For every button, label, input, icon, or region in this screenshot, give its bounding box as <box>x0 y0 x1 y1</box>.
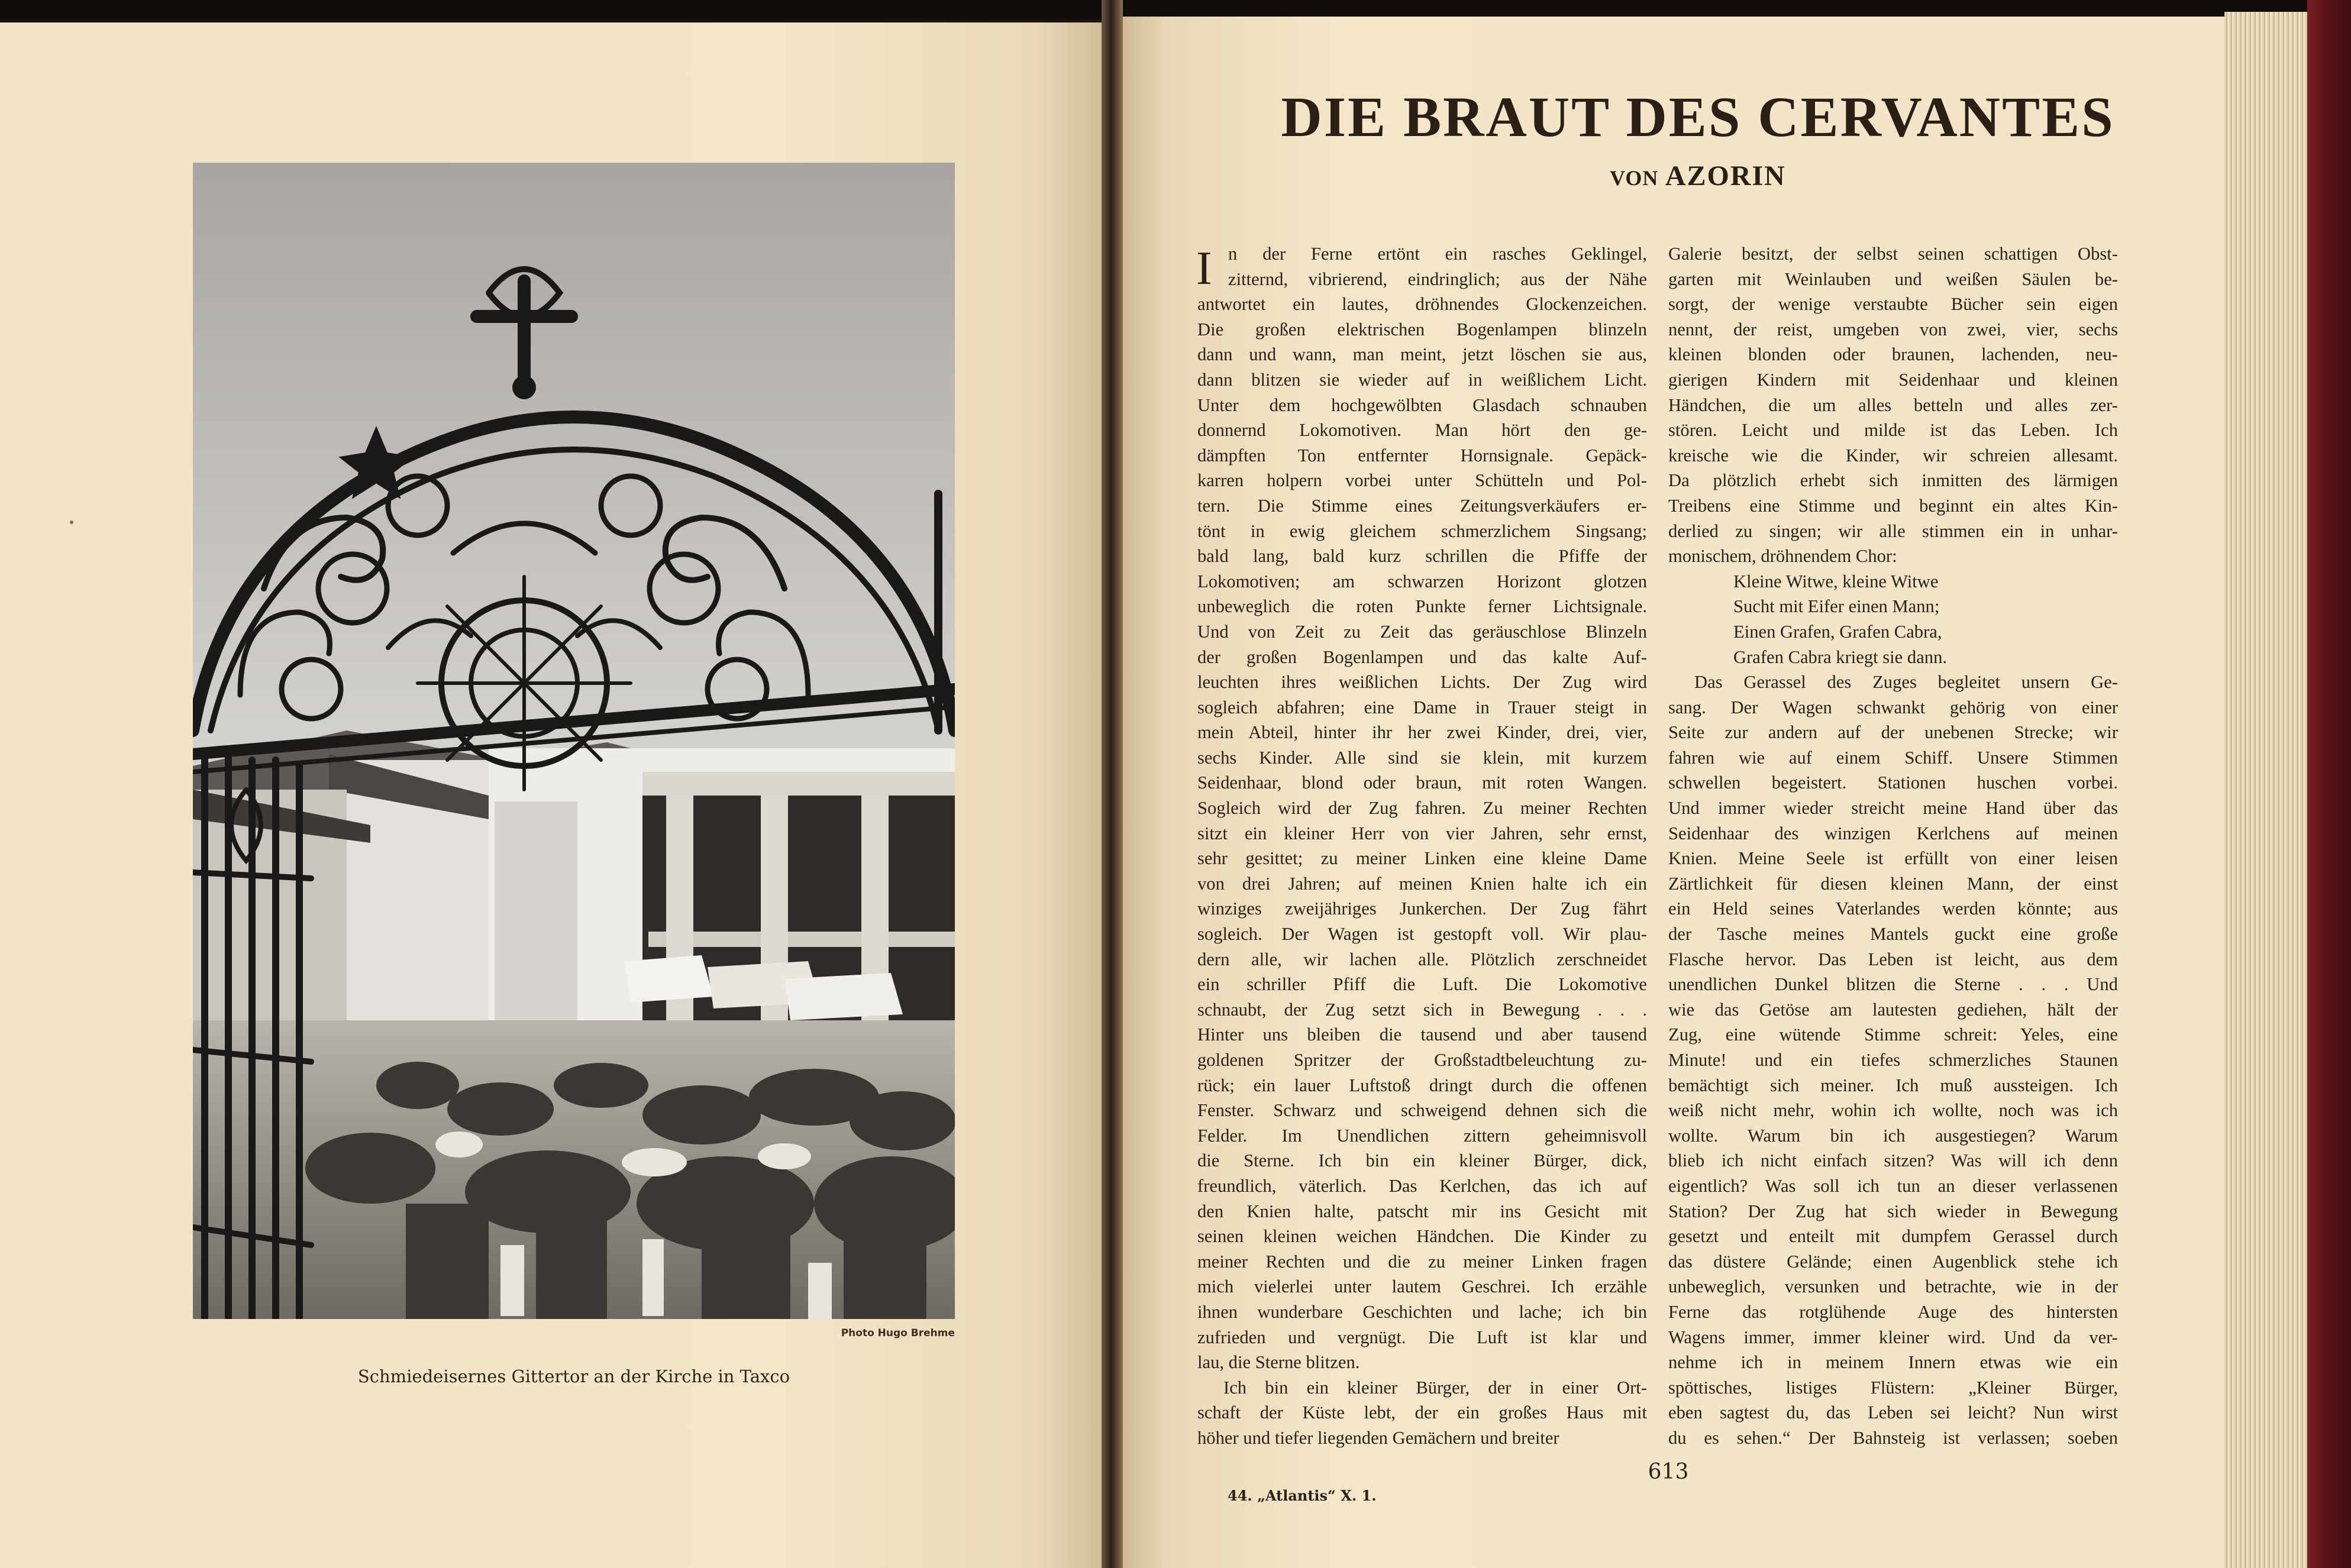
text-line: lau, die Sterne blitzen. <box>1197 1352 1360 1373</box>
text-line: ein schriller Pfiff die Luft. Die Lokomotive <box>1197 974 1647 995</box>
text-line: sogleich abfahren; eine Dame in Trauer steigt in <box>1197 697 1647 717</box>
text-line: winziges zweijähriges Junkerchen. Der Zug fährt <box>1197 898 1647 919</box>
text-line: von drei Jahren; auf meinen Knien halte ich ein <box>1197 873 1647 894</box>
text-line: ihnen wunderbare Geschichten und lache; ich bin <box>1197 1301 1647 1322</box>
text-line: fahren wie auf einem Schiff. Unsere Stimmen <box>1668 747 2118 768</box>
text-line: meiner Rechten und die zu meiner Linken fragen <box>1197 1251 1647 1272</box>
text-line: dern alle, wir lachen alle. Plötzlich zerschneidet <box>1197 949 1647 969</box>
page-number: 613 <box>1648 1460 1689 1484</box>
text-line: tern. Die Stimme eines Zeitungsverkäufers er- <box>1197 495 1647 516</box>
text-line: eben sagtest du, das Leben sei leicht? Nun wirst <box>1668 1402 2118 1423</box>
text-line: garten mit Weinlauben und weißen Säulen be- <box>1668 269 2118 289</box>
book-cover-edge <box>2307 0 2351 1568</box>
text-column-left <box>1197 241 1647 1451</box>
text-line: dämpften Ton entfernter Hornsignale. Gepäck- <box>1197 445 1647 465</box>
text-line: Wagens immer, immer kleiner wird. Und da ver- <box>1668 1327 2118 1347</box>
text-line: Unter dem hochgewölbten Glasdach schnauben <box>1197 395 1647 415</box>
text-column-right <box>1668 241 2118 1451</box>
text-line: Knien. Meine Seele ist erfüllt von einer leisen <box>1668 848 2118 869</box>
paper-speck <box>70 520 73 524</box>
text-line: Und von Zeit zu Zeit das geräuschlose Blinzeln <box>1197 621 1647 642</box>
text-line: stören. Leicht und milde ist das Leben. Ich <box>1668 420 2118 441</box>
text-line: sogleich. Der Wagen ist gestopft voll. Wir plau- <box>1197 924 1647 945</box>
text-line: Seite zur andern auf der unebenen Strecke; wir <box>1668 722 2118 743</box>
text-line: Ich bin ein kleiner Bürger, der in einer Ort- <box>1223 1377 1647 1398</box>
text-line: Die großen elektrischen Bogenlampen blinzeln <box>1197 319 1647 340</box>
text-line: monischem, dröhnendem Chor: <box>1668 546 1897 567</box>
text-line: Zug, eine wütende Stimme schreit: Yeles, eine <box>1668 1024 2118 1045</box>
text-line: dann blitzen sie wieder auf in weißlichem Licht. <box>1197 369 1647 390</box>
text-line: höher und tiefer liegenden Gemächern und breiter <box>1197 1427 1559 1448</box>
text-line: Zärtlichkeit für diesen kleinen Mann, der einst <box>1668 873 2118 894</box>
text-line: gierigen Kindern mit Seidenhaar und kleinen <box>1668 369 2118 390</box>
text-line: Sogleich wird der Zug fahren. Zu meiner Rechten <box>1197 798 1647 819</box>
text-line: schwellen begeistert. Stationen huschen vorbei. <box>1668 772 2118 793</box>
text-line: sechs Kinder. Alle sind sie klein, mit kurzem <box>1197 747 1647 768</box>
text-line: Lokomotiven; am schwarzen Horizont glotzen <box>1197 571 1647 591</box>
text-line: sang. Der Wagen schwankt gehörig von einer <box>1668 697 2118 717</box>
text-line: Da plötzlich erhebt sich inmitten des lärmigen <box>1668 470 2118 491</box>
text-line: Minute! und ein tiefes schmerzliches Staunen <box>1668 1050 2118 1070</box>
text-line: Flasche hervor. Das Leben ist leicht, aus dem <box>1668 949 2118 969</box>
text-line: Fenster. Schwarz und schweigend dehnen sich die <box>1197 1100 1647 1121</box>
text-line: Galerie besitzt, der selbst seinen schattigen Obst- <box>1668 244 2118 264</box>
text-line: bald lang, bald kurz schrillen die Pfiffe der <box>1197 546 1647 567</box>
text-line: den Knien halte, patscht mir ins Gesicht mit <box>1197 1201 1647 1221</box>
text-line: Station? Der Zug hat sich wieder in Bewegung <box>1668 1201 2118 1221</box>
article-title: DIE BRAUT DES CERVANTES <box>1281 85 2115 148</box>
text-line: sorgt, der wenige verstaubte Bücher sein eigen <box>1668 294 2118 315</box>
text-line: rück; ein lauer Luftstoß dringt durch die offenen <box>1197 1075 1647 1095</box>
text-line: unbeweglich die roten Punkte ferner Lichtsignale. <box>1197 596 1647 617</box>
text-line: Seidenhaar, blond oder braun, mit roten Wangen. <box>1197 772 1647 793</box>
printer-signature: 44. „Atlantis“ X. 1. <box>1228 1487 1377 1504</box>
text-line: seinen kleinen weichen Händchen. Die Kinder zu <box>1197 1226 1647 1247</box>
text-line: du es sehen.“ Der Bahnsteig ist verlassen; soeben <box>1668 1427 2118 1448</box>
text-line: der großen Bogenlampen und das kalte Auf- <box>1197 646 1647 667</box>
text-line: Kleine Witwe, kleine Witwe <box>1733 571 1939 591</box>
text-line: goldenen Spritzer der Großstadtbeleuchtung zu- <box>1197 1050 1647 1070</box>
text-line: sehr gesittet; zu meiner Linken eine kleine Dame <box>1197 848 1647 869</box>
drop-cap: I <box>1196 243 1212 295</box>
text-line: unendlichen Dunkel blitzen die Sterne . . . Und <box>1668 974 2118 995</box>
text-line: blieb ich nicht einfach sitzen? Was will ich denn <box>1668 1150 2118 1171</box>
text-line: antwortet ein lautes, dröhnendes Glockenzeichen. <box>1197 294 1647 315</box>
text-line: kreische wie die Kinder, wir schreien allesamt. <box>1668 445 2118 465</box>
text-line: Seidenhaar des winzigen Kerlchens auf meinen <box>1668 823 2118 843</box>
wrought-iron-gate-photo-icon <box>193 163 955 1319</box>
text-line: zufrieden und vergnügt. Die Luft ist klar und <box>1197 1327 1647 1347</box>
author-name: AZORIN <box>1665 160 1786 192</box>
text-line: Das Gerassel des Zuges begleitet unsern Ge- <box>1694 672 2118 693</box>
text-line: dann und wann, man meint, jetzt löschen sie aus, <box>1197 344 1647 365</box>
page-edges <box>2224 12 2313 1568</box>
text-line: mich vielerlei unter lautem Geschrei. Ich erzähle <box>1197 1276 1647 1297</box>
text-line: die Sterne. Ich bin ein kleiner Bürger, dick, <box>1197 1150 1647 1171</box>
text-line: n der Ferne ertönt ein rasches Geklingel, <box>1228 244 1647 264</box>
text-line: donnernd Lokomotiven. Man hört den ge- <box>1197 420 1647 441</box>
text-line: sitzt ein kleiner Herr von vier Jahren, sehr ernst, <box>1197 823 1647 843</box>
text-line: Hinter uns bleiben die tausend und aber tausend <box>1197 1024 1647 1045</box>
byline-prefix: VON <box>1610 166 1659 190</box>
article-byline <box>1201 160 2195 192</box>
text-line: nennt, der reist, umgeben von zwei, vier, sechs <box>1668 319 2118 340</box>
text-line: schnaubt, der Zug setzt sich in Bewegung . . . <box>1197 999 1647 1020</box>
text-line: unbeweglich, versunken und betrachte, wie in der <box>1668 1276 2118 1297</box>
text-line: der Tasche meines Mantels guckt eine große <box>1668 924 2118 945</box>
book-gutter <box>1102 0 1123 1568</box>
text-line: Felder. Im Unendlichen zittern geheimnisvoll <box>1197 1125 1647 1146</box>
text-line: Grafen Cabra kriegt sie dann. <box>1733 646 1948 667</box>
text-line: eigentlich? Was soll ich tun an dieser verlassenen <box>1668 1175 2118 1196</box>
text-line: kleinen blonden oder braunen, lachenden, neu- <box>1668 344 2118 365</box>
text-line: wollte. Warum bin ich ausgestiegen? Warum <box>1668 1125 2118 1146</box>
text-line: Treibens eine Stimme und beginnt ein altes Kin- <box>1668 495 2118 516</box>
text-line: derlied zu singen; wir alle stimmen ein in unhar- <box>1668 520 2118 541</box>
text-line: leuchten ihres weißlichen Lichts. Der Zug wird <box>1197 672 1647 693</box>
text-line: bemächtigt sich meiner. Ich muß aussteigen. Ich <box>1668 1075 2118 1095</box>
text-line: weiß nicht mehr, wohin ich wollte, noch was ich <box>1668 1100 2118 1121</box>
text-line: ein Held seines Vaterlandes werden könnte; aus <box>1668 898 2118 919</box>
text-line: Händchen, die um alles betteln und alles zer- <box>1668 395 2118 415</box>
text-line: mein Abteil, hinter ihr her zwei Kinder, drei, vier, <box>1197 722 1647 743</box>
text-line: wie das Getöse am lautesten gediehen, hält der <box>1668 999 2118 1020</box>
text-line: Sucht mit Eifer einen Mann; <box>1733 596 1940 617</box>
text-line: freundlich, väterlich. Das Kerlchen, das ich auf <box>1197 1175 1647 1196</box>
text-line: schaft der Küste lebt, der ein großes Haus mit <box>1197 1402 1647 1423</box>
gate-photo <box>193 163 955 1319</box>
photo-caption: Schmiedeisernes Gittertor an der Kirche in Taxco <box>357 1366 790 1386</box>
photo-credit: Photo Hugo Brehme <box>841 1327 955 1339</box>
text-line: spöttisches, listiges Flüstern: „Kleiner Bürger, <box>1668 1377 2118 1398</box>
text-line: gesetzt und enteilt mit dumpfem Gerassel durch <box>1668 1226 2118 1247</box>
text-line: nehme ich in meinem Innern etwas wie ein <box>1668 1352 2118 1373</box>
text-line: Und immer wieder streicht meine Hand über das <box>1668 798 2118 819</box>
text-line: karren holpern vorbei unter Schütteln und Pol- <box>1197 470 1647 491</box>
text-line: das düstere Gelände; einen Augenblick stehe ich <box>1668 1251 2118 1272</box>
text-line: zitternd, vibrierend, eindringlich; aus der Nähe <box>1228 269 1647 289</box>
text-line: Einen Grafen, Grafen Cabra, <box>1733 621 1942 642</box>
text-line: tönt in ewig gleichem schmerzlichem Singsang; <box>1197 520 1647 541</box>
text-line: Ferne das rotglühende Auge des hintersten <box>1668 1301 2118 1322</box>
